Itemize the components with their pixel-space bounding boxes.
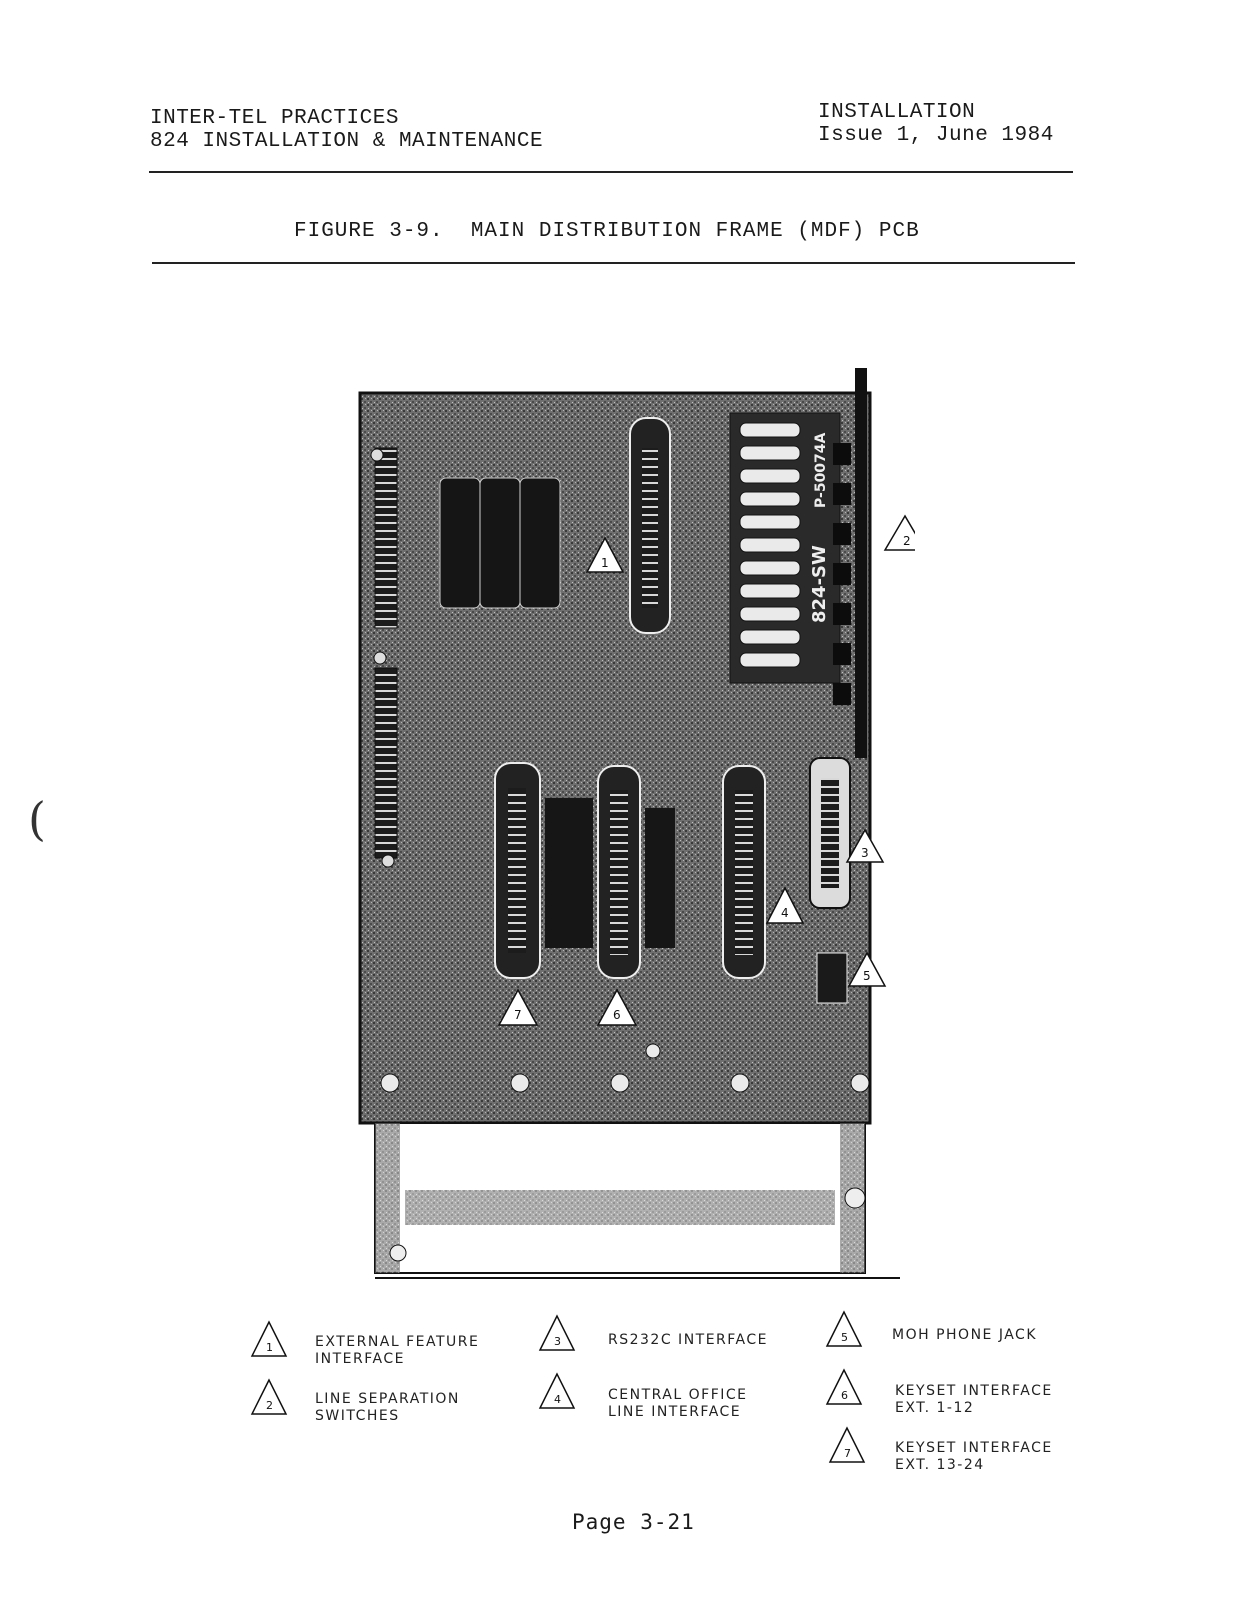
legend-triangle-4 <box>538 1372 576 1410</box>
svg-text:4: 4 <box>554 1393 561 1406</box>
header-rule <box>149 171 1073 173</box>
legend-triangle-2 <box>250 1378 288 1416</box>
part-label: P-50074A <box>813 432 829 508</box>
svg-text:3: 3 <box>554 1335 561 1348</box>
svg-text:2: 2 <box>903 534 911 548</box>
board-label-824-sw: 824-SW <box>809 545 830 623</box>
header-left-line2: 824 INSTALLATION & MAINTENANCE <box>150 130 544 153</box>
header-left-line1: INTER-TEL PRACTICES <box>150 107 399 130</box>
legend-text-5: MOH PHONE JACK <box>892 1327 1038 1343</box>
svg-text:5: 5 <box>863 969 871 983</box>
svg-text:1: 1 <box>601 556 609 570</box>
svg-text:5: 5 <box>841 1331 848 1344</box>
svg-text:6: 6 <box>841 1389 848 1402</box>
legend-text-6: KEYSET INTERFACE EXT. 1-12 <box>895 1383 1053 1416</box>
margin-parenthesis: ( <box>28 792 46 846</box>
left-edge-connector-top <box>375 448 397 628</box>
legend-text-4: CENTRAL OFFICE LINE INTERFACE <box>608 1387 748 1420</box>
legend-triangle-6 <box>825 1368 863 1406</box>
page-number: Page 3-21 <box>572 1510 695 1534</box>
legend <box>250 1320 1080 1490</box>
svg-text:3: 3 <box>861 846 869 860</box>
legend-text-2: LINE SEPARATION SWITCHES <box>315 1391 460 1424</box>
figure-title-rule <box>152 262 1075 264</box>
legend-triangle-5 <box>825 1310 863 1348</box>
legend-text-7: KEYSET INTERFACE EXT. 13-24 <box>895 1440 1053 1473</box>
mdf-pcb-photo <box>355 368 915 1288</box>
svg-text:2: 2 <box>266 1399 273 1412</box>
legend-triangle-3 <box>538 1314 576 1352</box>
legend-triangle-7 <box>828 1426 866 1464</box>
figure-title: FIGURE 3-9. MAIN DISTRIBUTION FRAME (MDF) PCB <box>294 220 920 243</box>
legend-triangle-1 <box>250 1320 288 1358</box>
relay-bank <box>440 478 560 608</box>
legend-text-3: RS232C INTERFACE <box>608 1332 769 1348</box>
right-edge-bracket <box>855 368 867 758</box>
header-right-line2: Issue 1, June 1984 <box>818 124 1054 147</box>
left-edge-connector-bottom <box>375 668 397 858</box>
header-right-line1: INSTALLATION <box>818 101 976 124</box>
callout-2 <box>885 516 915 550</box>
legend-text-1: EXTERNAL FEATURE INTERFACE <box>315 1334 480 1367</box>
connector-5-moh-jack <box>817 953 847 1003</box>
svg-text:6: 6 <box>613 1008 621 1022</box>
svg-text:1: 1 <box>266 1341 273 1354</box>
svg-text:7: 7 <box>514 1008 522 1022</box>
svg-text:7: 7 <box>844 1447 851 1460</box>
svg-text:4: 4 <box>781 906 789 920</box>
